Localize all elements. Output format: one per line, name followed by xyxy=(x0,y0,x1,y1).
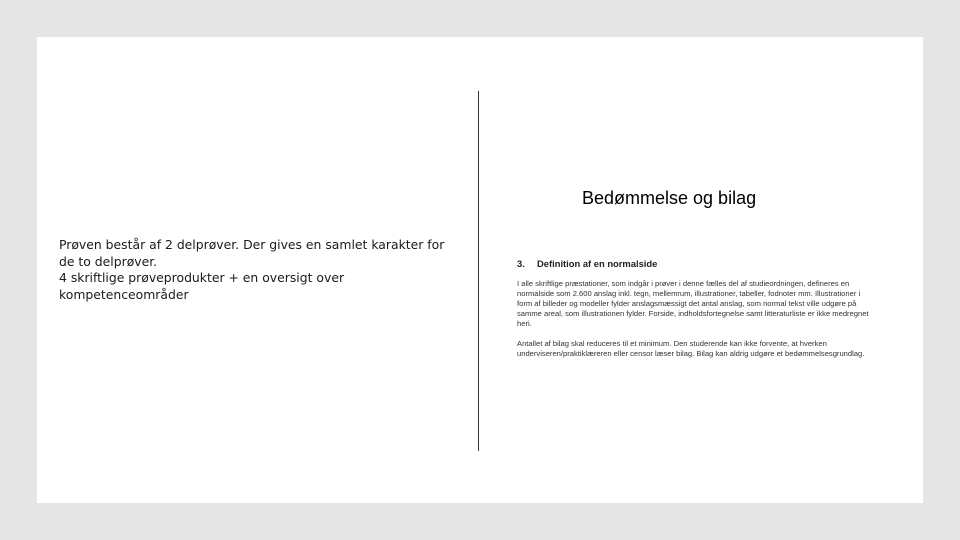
slide xyxy=(37,37,923,503)
exam-products: 4 skriftlige prøveprodukter + en oversigt over kompetenceområder xyxy=(59,270,345,302)
left-text-block xyxy=(59,237,449,303)
section-number: 3. xyxy=(517,258,525,269)
slide-title: Bedømmelse og bilag xyxy=(582,188,757,208)
bilag-paragraph: Antallet af bilag skal reduceres til et minimum. Den studerende kan ikke forvente, at hverken underviseren/praktiklæreren eller censor læser bilag. Bilag kan aldrig udgøre et bedømmelsesgrundlag. xyxy=(517,339,865,358)
document-excerpt xyxy=(517,258,877,359)
section-heading xyxy=(517,258,877,269)
vertical-divider xyxy=(478,91,479,451)
normalside-paragraph: I alle skriftlige præstationer, som indgår i prøver i denne fælles del af studieordningen, defineres en normalside som 2.600 anslag inkl. tegn, mellemrum, illustrationer, tabeller, fodnoter mm. Illustrationer i form af billeder og modeller fylder anslagsmæssigt det antal anslag, som normal tekst ville udgøre på samme areal, som illustrationen fylder. Forside, indholdsfortegnelse samt litteraturliste er ikke medregnet heri. xyxy=(517,279,869,328)
section-title: Definition af en normalside xyxy=(537,258,658,269)
exam-description: Prøven består af 2 delprøver. Der gives en samlet karakter for de to delprøver. xyxy=(59,237,445,269)
